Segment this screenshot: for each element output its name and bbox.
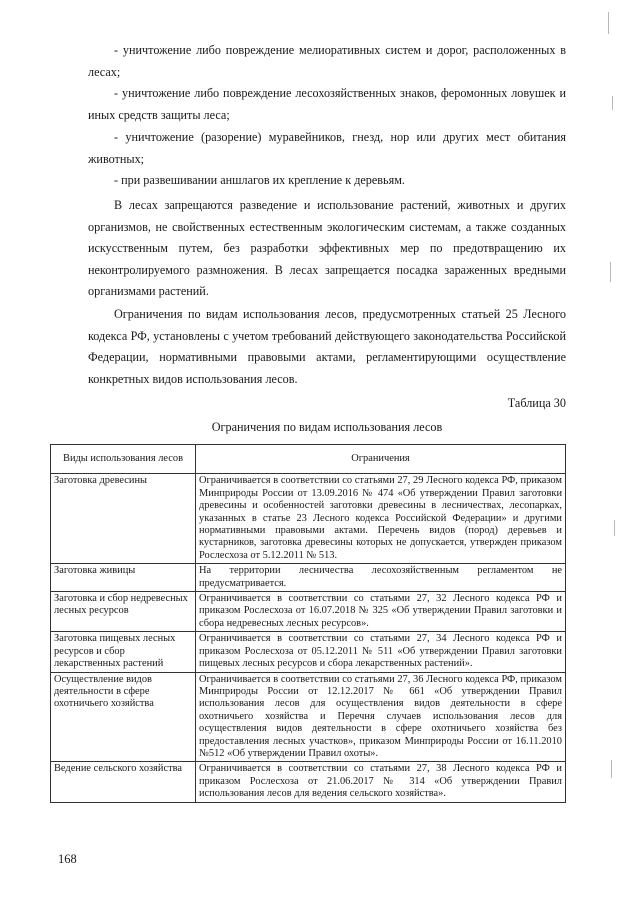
table-row bbox=[51, 474, 566, 564]
row-use-type: Заготовка живицы bbox=[51, 564, 196, 592]
scan-artifact bbox=[611, 760, 612, 778]
row-use-type: Осуществление видов деятельности в сфере охотничьего хозяйства bbox=[51, 672, 196, 762]
table-label: Таблица 30 bbox=[507, 396, 566, 410]
column-header-restrictions: Ограничения bbox=[196, 445, 566, 474]
row-restriction: На территории лесничества лесохозяйственным регламентом не предусматривается. bbox=[196, 564, 566, 592]
restrictions-table bbox=[50, 444, 566, 803]
bullet-item: - при развешивании аншлагов их крепление к деревьям. bbox=[114, 173, 405, 187]
row-use-type: Заготовка пищевых лесных ресурсов и сбор лекарственных растений bbox=[51, 632, 196, 672]
body-paragraph: Ограничения по видам использования лесов, предусмотренных статьей 25 Лесного кодекса РФ, установлены с учетом требований действующего законодательства Российской Федерации, нормативными правовыми актами, регламентирующими осуществление конкретных видов использования лесов. bbox=[88, 307, 566, 386]
row-restriction: Ограничивается в соответствии со статьями 27, 36 Лесного кодекса РФ, приказом Минприроды России от 12.12.2017 № 661 «Об утверждении Правил использования лесов для осуществления видов деятельности в сфере охотничьего хозяйства и Перечня случаев использования лесов для осуществления видов деятельности в сфере охотничьего хозяйства без предоставления лесных участков», приказом Минприроды России от 16.11.2010 №512 «Об утверждении Правил охоты». bbox=[196, 672, 566, 762]
row-use-type: Заготовка древесины bbox=[51, 474, 196, 564]
bullet-item: - уничтожение (разорение) муравейников, гнезд, нор или других мест обитания животных; bbox=[88, 130, 566, 166]
row-use-type: Ведение сельского хозяйства bbox=[51, 762, 196, 802]
row-restriction: Ограничивается в соответствии со статьями 27, 29 Лесного кодекса РФ, приказом Минприроды России от 13.09.2016 № 474 «Об утверждении Правил заготовки древесины и особенностей заготовки древесины в лесничествах, лесопарках, указанных в статье 23 Лесного кодекса Российской Федерации» и другими нормативными правовыми актами. Перечень видов (пород) деревьев и кустарников, заготовка древесины которых не допускается, утвержден приказом Рослесхоза от 5.12.2011 № 513. bbox=[196, 474, 566, 564]
body-paragraph: В лесах запрещаются разведение и использование растений, животных и других организмов, не свойственных естественным экологическим системам, а также созданных искусственным путем, без разработки эффективных мер по предотвращению их неконтролируемого размножения. В лесах запрещается посадка зараженных вредными организмами растений. bbox=[88, 198, 566, 299]
column-header-forest-use: Виды использования лесов bbox=[51, 445, 196, 474]
bullet-item: - уничтожение либо повреждение лесохозяйственных знаков, феромонных ловушек и иных средств защиты леса; bbox=[88, 86, 566, 122]
bullet-item: - уничтожение либо повреждение мелиоративных систем и дорог, расположенных в лесах; bbox=[88, 43, 566, 79]
page-number: 168 bbox=[58, 852, 77, 866]
table-title: Ограничения по видам использования лесов bbox=[211, 420, 443, 434]
scan-artifact bbox=[612, 96, 613, 110]
scan-artifact bbox=[610, 262, 611, 282]
row-restriction: Ограничивается в соответствии со статьями 27, 34 Лесного кодекса РФ и приказом Рослесхоза от 05.12.2011 № 511 «Об утверждении Правил заготовки пищевых лесных ресурсов и сбора лекарственных растений». bbox=[196, 632, 566, 672]
row-restriction: Ограничивается в соответствии со статьями 27, 32 Лесного кодекса РФ и приказом Рослесхоза от 16.07.2018 № 325 «Об утверждении Правил заготовки и сбора недревесных лесных ресурсов». bbox=[196, 592, 566, 632]
scan-artifact bbox=[608, 12, 609, 34]
table-header-row bbox=[51, 445, 566, 474]
table-row bbox=[51, 592, 566, 632]
row-restriction: Ограничивается в соответствии со статьями 27, 38 Лесного кодекса РФ и приказом Рослесхоза от 21.06.2017 № 314 «Об утверждении Правил использования лесов для ведения сельского хозяйства». bbox=[196, 762, 566, 802]
row-use-type: Заготовка и сбор недревесных лесных ресурсов bbox=[51, 592, 196, 632]
table-row bbox=[51, 564, 566, 592]
table-row bbox=[51, 672, 566, 762]
table-row bbox=[51, 632, 566, 672]
scan-artifact bbox=[614, 520, 615, 536]
table-row bbox=[51, 762, 566, 802]
